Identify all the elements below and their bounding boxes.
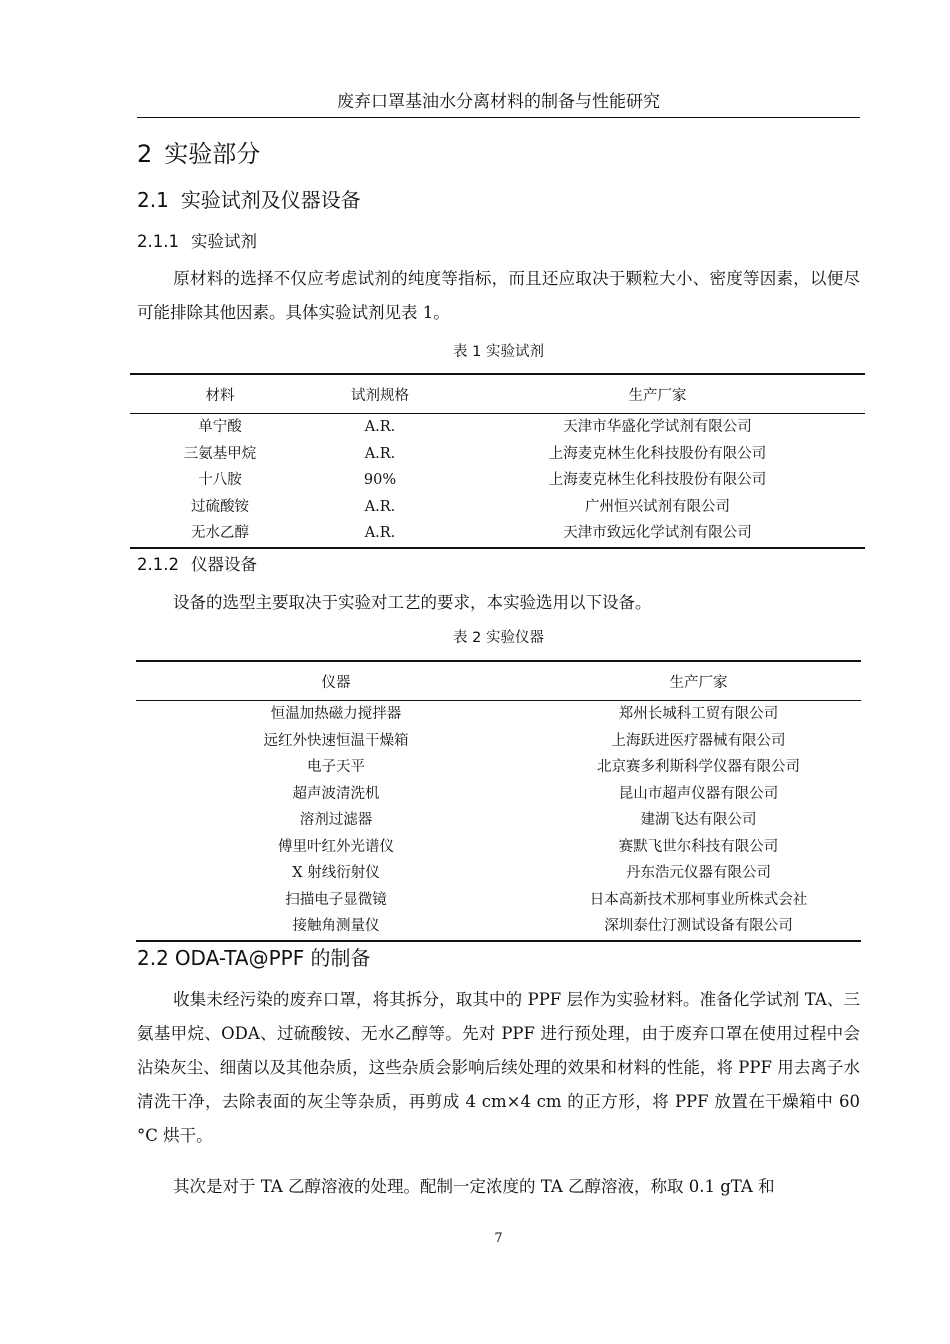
paragraph-reagents xyxy=(137,262,860,330)
table-row xyxy=(136,887,861,914)
paragraph-reagents-text: 原材料的选择不仅应考虑试剂的纯度等指标，而且还应取决于颗粒大小、密度等因素，以便尽可能排除其他因素。具体实验试剂见表 1。 xyxy=(137,269,860,322)
table-cell: 赛默飞世尔科技有限公司 xyxy=(618,838,779,855)
table-cell: 丹东浩元仪器有限公司 xyxy=(626,865,771,881)
subsection-heading-2-2 xyxy=(137,944,371,972)
paragraph-preparation-1-text: 收集未经污染的废弃口罩，将其拆分，取其中的 PPF 层作为实验材料。准备化学试剂 TA、三氨基甲烷、ODA、过硫酸铵、无水乙醇等。先对 PPF 进行预处理，由于废弃口罩在使用过程中会沾染灰尘、细菌以及其他杂质，这些杂质会影响后续处理的效果和材料的性能，将 PPF 用去离子水清洗干净，去除表面的灰尘等杂质，再剪成 4 cm×4 cm 的正方形，将 PPF 放置在干燥箱中 60 °C 烘干。 xyxy=(137,990,860,1145)
table-cell: 天津市华盛化学试剂有限公司 xyxy=(563,419,752,435)
table-cell: 接触角测量仪 xyxy=(136,913,536,941)
equipment-table xyxy=(136,660,861,942)
table-row xyxy=(136,728,861,755)
table-cell: 天津市致远化学试剂有限公司 xyxy=(450,520,865,548)
table-cell: 无水乙醇 xyxy=(130,520,310,548)
subsubsection-number: 2.1.2 xyxy=(137,555,179,574)
table-row xyxy=(136,701,861,728)
subsection-heading-2-1 xyxy=(137,186,361,214)
table-cell: 90% xyxy=(363,472,397,488)
table-cell: 建湖飞达有限公司 xyxy=(640,812,757,828)
table-row xyxy=(136,860,861,887)
table-row xyxy=(130,414,865,441)
table-row xyxy=(130,520,865,548)
table-row xyxy=(130,494,865,521)
table-cell: A.R. xyxy=(364,498,396,515)
subsection-title: ODA-TA@PPF 的制备 xyxy=(174,946,371,970)
subsubsection-number: 2.1.1 xyxy=(137,232,179,251)
table1-caption: 表 1 实验试剂 xyxy=(453,344,544,360)
column-header: 仪器 xyxy=(136,661,536,701)
subsubsection-heading-2-1-2 xyxy=(137,553,257,577)
table-cell: 昆山市超声仪器有限公司 xyxy=(618,785,779,802)
subsubsection-heading-2-1-1 xyxy=(137,230,257,254)
table-cell: 远红外快速恒温干燥箱 xyxy=(263,732,409,749)
table-cell: 上海麦克林生化科技股份有限公司 xyxy=(548,472,767,488)
table-cell: 三氨基甲烷 xyxy=(183,445,257,462)
column-header: 生产厂家 xyxy=(450,374,865,414)
table-row xyxy=(136,754,861,781)
table-cell: 十八胺 xyxy=(198,472,242,488)
subsection-number: 2.1 xyxy=(137,188,169,212)
table-row xyxy=(136,834,861,861)
subsection-title: 实验试剂及仪器设备 xyxy=(180,188,361,212)
table-cell: X 射线衍射仪 xyxy=(292,865,380,881)
section-heading xyxy=(137,138,260,170)
table-cell: A.R. xyxy=(364,445,396,462)
subsubsection-title: 实验试剂 xyxy=(190,232,257,251)
table-cell: 傅里叶红外光谱仪 xyxy=(278,838,394,855)
reagents-table xyxy=(130,373,865,549)
table-cell: 郑州长城科工贸有限公司 xyxy=(618,706,779,722)
page-number: 7 xyxy=(494,1231,503,1246)
paragraph-preparation-1 xyxy=(137,983,860,1153)
table-header-row xyxy=(136,661,861,701)
table-row xyxy=(136,807,861,834)
table-cell: 日本高新技术那柯事业所株式会社 xyxy=(589,891,808,908)
table-cell: A.R. xyxy=(364,419,396,435)
table-cell: 超声波清洗机 xyxy=(292,785,380,802)
table-row xyxy=(130,467,865,494)
table-cell: 恒温加热磁力搅拌器 xyxy=(270,706,402,722)
section-number: 2 xyxy=(137,140,153,168)
table-row xyxy=(130,441,865,468)
header-rule xyxy=(137,117,860,118)
paragraph-preparation-2-text: 其次是对于 TA 乙醇溶液的处理。配制一定浓度的 TA 乙醇溶液，称取 0.1 gTA 和 xyxy=(173,1177,775,1196)
table-cell: 上海跃进医疗器械有限公司 xyxy=(611,732,786,749)
paragraph-equipment xyxy=(137,586,860,620)
table2-caption: 表 2 实验仪器 xyxy=(453,630,544,646)
paragraph-preparation-2 xyxy=(137,1170,860,1204)
subsubsection-title: 仪器设备 xyxy=(190,555,257,574)
table-cell: 溶剂过滤器 xyxy=(299,812,373,828)
table-cell: 上海麦克林生化科技股份有限公司 xyxy=(548,445,767,462)
table-cell: 过硫酸铵 xyxy=(191,498,249,515)
column-header: 试剂规格 xyxy=(310,374,450,414)
paragraph-equipment-text: 设备的选型主要取决于实验对工艺的要求，本实验选用以下设备。 xyxy=(173,593,652,612)
table-cell: A.R. xyxy=(310,520,450,548)
running-header: 废弃口罩基油水分离材料的制备与性能研究 xyxy=(337,92,660,112)
table-cell: 深圳泰仕汀测试设备有限公司 xyxy=(536,913,861,941)
table-header-row xyxy=(130,374,865,414)
table-cell: 扫描电子显微镜 xyxy=(285,891,387,908)
section-title: 实验部分 xyxy=(164,140,261,168)
table-row xyxy=(136,781,861,808)
table-cell: 单宁酸 xyxy=(198,419,242,435)
table-cell: 广州恒兴试剂有限公司 xyxy=(585,498,730,515)
column-header: 生产厂家 xyxy=(536,661,861,701)
table-cell: 北京赛多利斯科学仪器有限公司 xyxy=(597,759,800,775)
table-cell: 电子天平 xyxy=(307,759,365,775)
subsection-number: 2.2 xyxy=(137,946,169,970)
table-row xyxy=(136,913,861,941)
column-header: 材料 xyxy=(130,374,310,414)
